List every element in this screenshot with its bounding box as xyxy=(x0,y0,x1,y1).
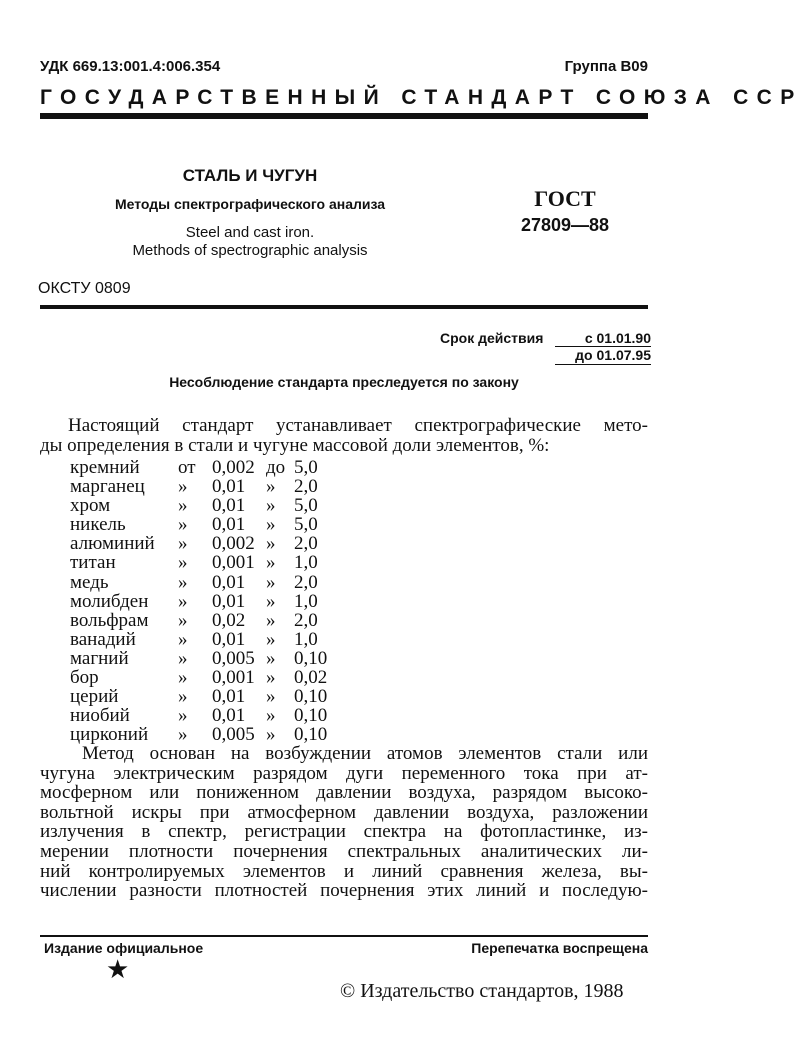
validity-to: до 01.07.95 xyxy=(575,347,651,363)
element-name: медь xyxy=(70,571,109,593)
element-row xyxy=(70,592,354,611)
range-separator: » xyxy=(266,667,276,689)
range-separator: » xyxy=(266,647,276,669)
range-max: 1,0 xyxy=(294,552,318,574)
element-row xyxy=(70,687,354,706)
range-separator: » xyxy=(266,705,276,727)
range-min: 0,001 xyxy=(212,667,255,689)
element-row xyxy=(70,706,354,725)
element-name: цирконий xyxy=(70,724,149,746)
element-row xyxy=(70,725,354,744)
element-row xyxy=(70,458,354,477)
validity-label: Срок действия xyxy=(440,330,544,346)
group-code: Группа В09 xyxy=(564,58,648,75)
element-name: ниобий xyxy=(70,705,130,727)
range-prefix: » xyxy=(178,571,188,593)
validity-from: с 01.01.90 xyxy=(584,330,651,346)
range-separator: » xyxy=(266,514,276,536)
udk-code: УДК 669.13:001.4:006.354 xyxy=(40,58,221,75)
range-separator: » xyxy=(266,495,276,517)
okstu-code: ОКСТУ 0809 xyxy=(38,280,131,297)
element-row xyxy=(70,668,354,687)
range-min: 0,01 xyxy=(212,590,246,612)
element-row xyxy=(70,611,354,630)
range-separator: » xyxy=(266,590,276,612)
range-min: 0,001 xyxy=(212,552,255,574)
gost-number: 27809—88 xyxy=(520,215,610,235)
range-prefix: » xyxy=(178,724,188,746)
range-prefix: » xyxy=(178,552,188,574)
range-min: 0,01 xyxy=(212,628,246,650)
range-max: 2,0 xyxy=(294,571,318,593)
range-min: 0,01 xyxy=(212,476,246,498)
method-line: мерении плотности почернения спектральных аналитических ли- xyxy=(40,840,648,862)
range-prefix: » xyxy=(178,609,188,631)
range-min: 0,002 xyxy=(212,533,255,555)
english-subtitle: Methods of spectrographic analysis xyxy=(132,242,368,259)
range-separator: » xyxy=(266,533,276,555)
state-standard-heading: ГОСУДАРСТВЕННЫЙ СТАНДАРТ СОЮЗА ССР xyxy=(40,86,803,109)
range-max: 1,0 xyxy=(294,628,318,650)
range-max: 1,0 xyxy=(294,590,318,612)
title-rule xyxy=(40,305,648,309)
range-prefix: » xyxy=(178,590,188,612)
range-max: 0,10 xyxy=(294,647,328,669)
range-prefix: » xyxy=(178,533,188,555)
element-row xyxy=(70,630,354,649)
range-separator: » xyxy=(266,609,276,631)
range-min: 0,01 xyxy=(212,571,246,593)
method-line: чугуна электрическим разрядом дуги переменного тока при ат- xyxy=(40,762,648,784)
range-prefix: » xyxy=(178,495,188,517)
range-min: 0,005 xyxy=(212,724,255,746)
element-name: кремний xyxy=(70,457,140,478)
range-separator: » xyxy=(266,571,276,593)
element-name: магний xyxy=(70,647,129,669)
element-row xyxy=(70,515,354,534)
range-max: 0,02 xyxy=(294,667,328,689)
range-min: 0,02 xyxy=(212,609,246,631)
intro-paragraph xyxy=(40,416,648,455)
range-prefix: » xyxy=(178,647,188,669)
element-name: бор xyxy=(70,667,99,689)
range-separator: » xyxy=(266,552,276,574)
method-line: мосферном или пониженном давлении воздуха, разрядом высоко- xyxy=(40,782,648,804)
range-min: 0,01 xyxy=(212,495,246,517)
copyright-notice: © Издательство стандартов, 1988 xyxy=(340,980,624,1002)
range-max: 5,0 xyxy=(294,457,318,478)
range-prefix: » xyxy=(178,628,188,650)
range-separator: » xyxy=(266,476,276,498)
method-paragraph xyxy=(40,744,648,901)
reprint-prohibited: Перепечатка воспрещена xyxy=(471,940,648,956)
element-row xyxy=(70,496,354,515)
method-line: числении разности плотностей почернения этих линий и последую- xyxy=(40,880,648,902)
range-prefix: » xyxy=(178,705,188,727)
element-row xyxy=(70,649,354,668)
element-name: церий xyxy=(70,686,119,708)
method-line: вольтной искры при атмосферном давлении воздуха, разложении xyxy=(40,801,648,823)
method-line: излучения в спектр, регистрации спектра на фотопластинке, из- xyxy=(40,821,648,843)
intro-line: Настоящий стандарт устанавливает спектрографические мето- xyxy=(68,415,648,436)
range-max: 0,10 xyxy=(294,686,328,708)
range-max: 2,0 xyxy=(294,609,318,631)
elements-table xyxy=(70,458,354,744)
method-line: ний контролируемых элементов и линий сравнения железа, вы- xyxy=(40,860,648,882)
method-line: Метод основан на возбуждении атомов элементов стали или xyxy=(82,743,648,764)
law-notice: Несоблюдение стандарта преследуется по закону xyxy=(169,374,519,390)
official-edition: Издание официальное xyxy=(44,940,204,956)
gost-label: ГОСТ xyxy=(534,186,596,211)
range-prefix: » xyxy=(178,514,188,536)
range-max: 0,10 xyxy=(294,724,328,746)
range-max: 0,10 xyxy=(294,705,328,727)
range-separator: до xyxy=(266,457,286,478)
range-min: 0,01 xyxy=(212,514,246,536)
header-rule xyxy=(40,113,648,119)
range-max: 2,0 xyxy=(294,533,318,555)
element-name: никель xyxy=(70,514,126,536)
element-name: алюминий xyxy=(70,533,155,555)
range-separator: » xyxy=(266,724,276,746)
element-name: хром xyxy=(70,495,111,517)
range-prefix: » xyxy=(178,686,188,708)
range-prefix: от xyxy=(178,457,196,478)
english-title: Steel and cast iron. xyxy=(185,224,315,241)
range-max: 5,0 xyxy=(294,495,318,517)
range-min: 0,005 xyxy=(212,647,255,669)
document-subtitle: Методы спектрографического анализа xyxy=(114,196,386,212)
range-prefix: » xyxy=(178,667,188,689)
intro-line: ды определения в стали и чугуне массовой доли элементов, %: xyxy=(40,434,550,456)
element-name: молибден xyxy=(70,590,149,612)
range-separator: » xyxy=(266,628,276,650)
element-name: марганец xyxy=(70,476,145,498)
star-icon: ★ xyxy=(106,955,130,984)
element-row xyxy=(70,553,354,572)
element-row xyxy=(70,477,354,496)
element-row xyxy=(70,573,354,592)
range-separator: » xyxy=(266,686,276,708)
footer-rule xyxy=(40,935,648,937)
document-title: СТАЛЬ И ЧУГУН xyxy=(182,166,318,185)
range-max: 5,0 xyxy=(294,514,318,536)
range-min: 0,01 xyxy=(212,705,246,727)
range-max: 2,0 xyxy=(294,476,318,498)
range-min: 0,002 xyxy=(212,457,255,478)
element-name: титан xyxy=(70,552,116,574)
validity-to-underline xyxy=(555,364,651,365)
element-name: ванадий xyxy=(70,628,136,650)
range-prefix: » xyxy=(178,476,188,498)
element-row xyxy=(70,534,354,553)
element-name: вольфрам xyxy=(70,609,149,631)
range-min: 0,01 xyxy=(212,686,246,708)
